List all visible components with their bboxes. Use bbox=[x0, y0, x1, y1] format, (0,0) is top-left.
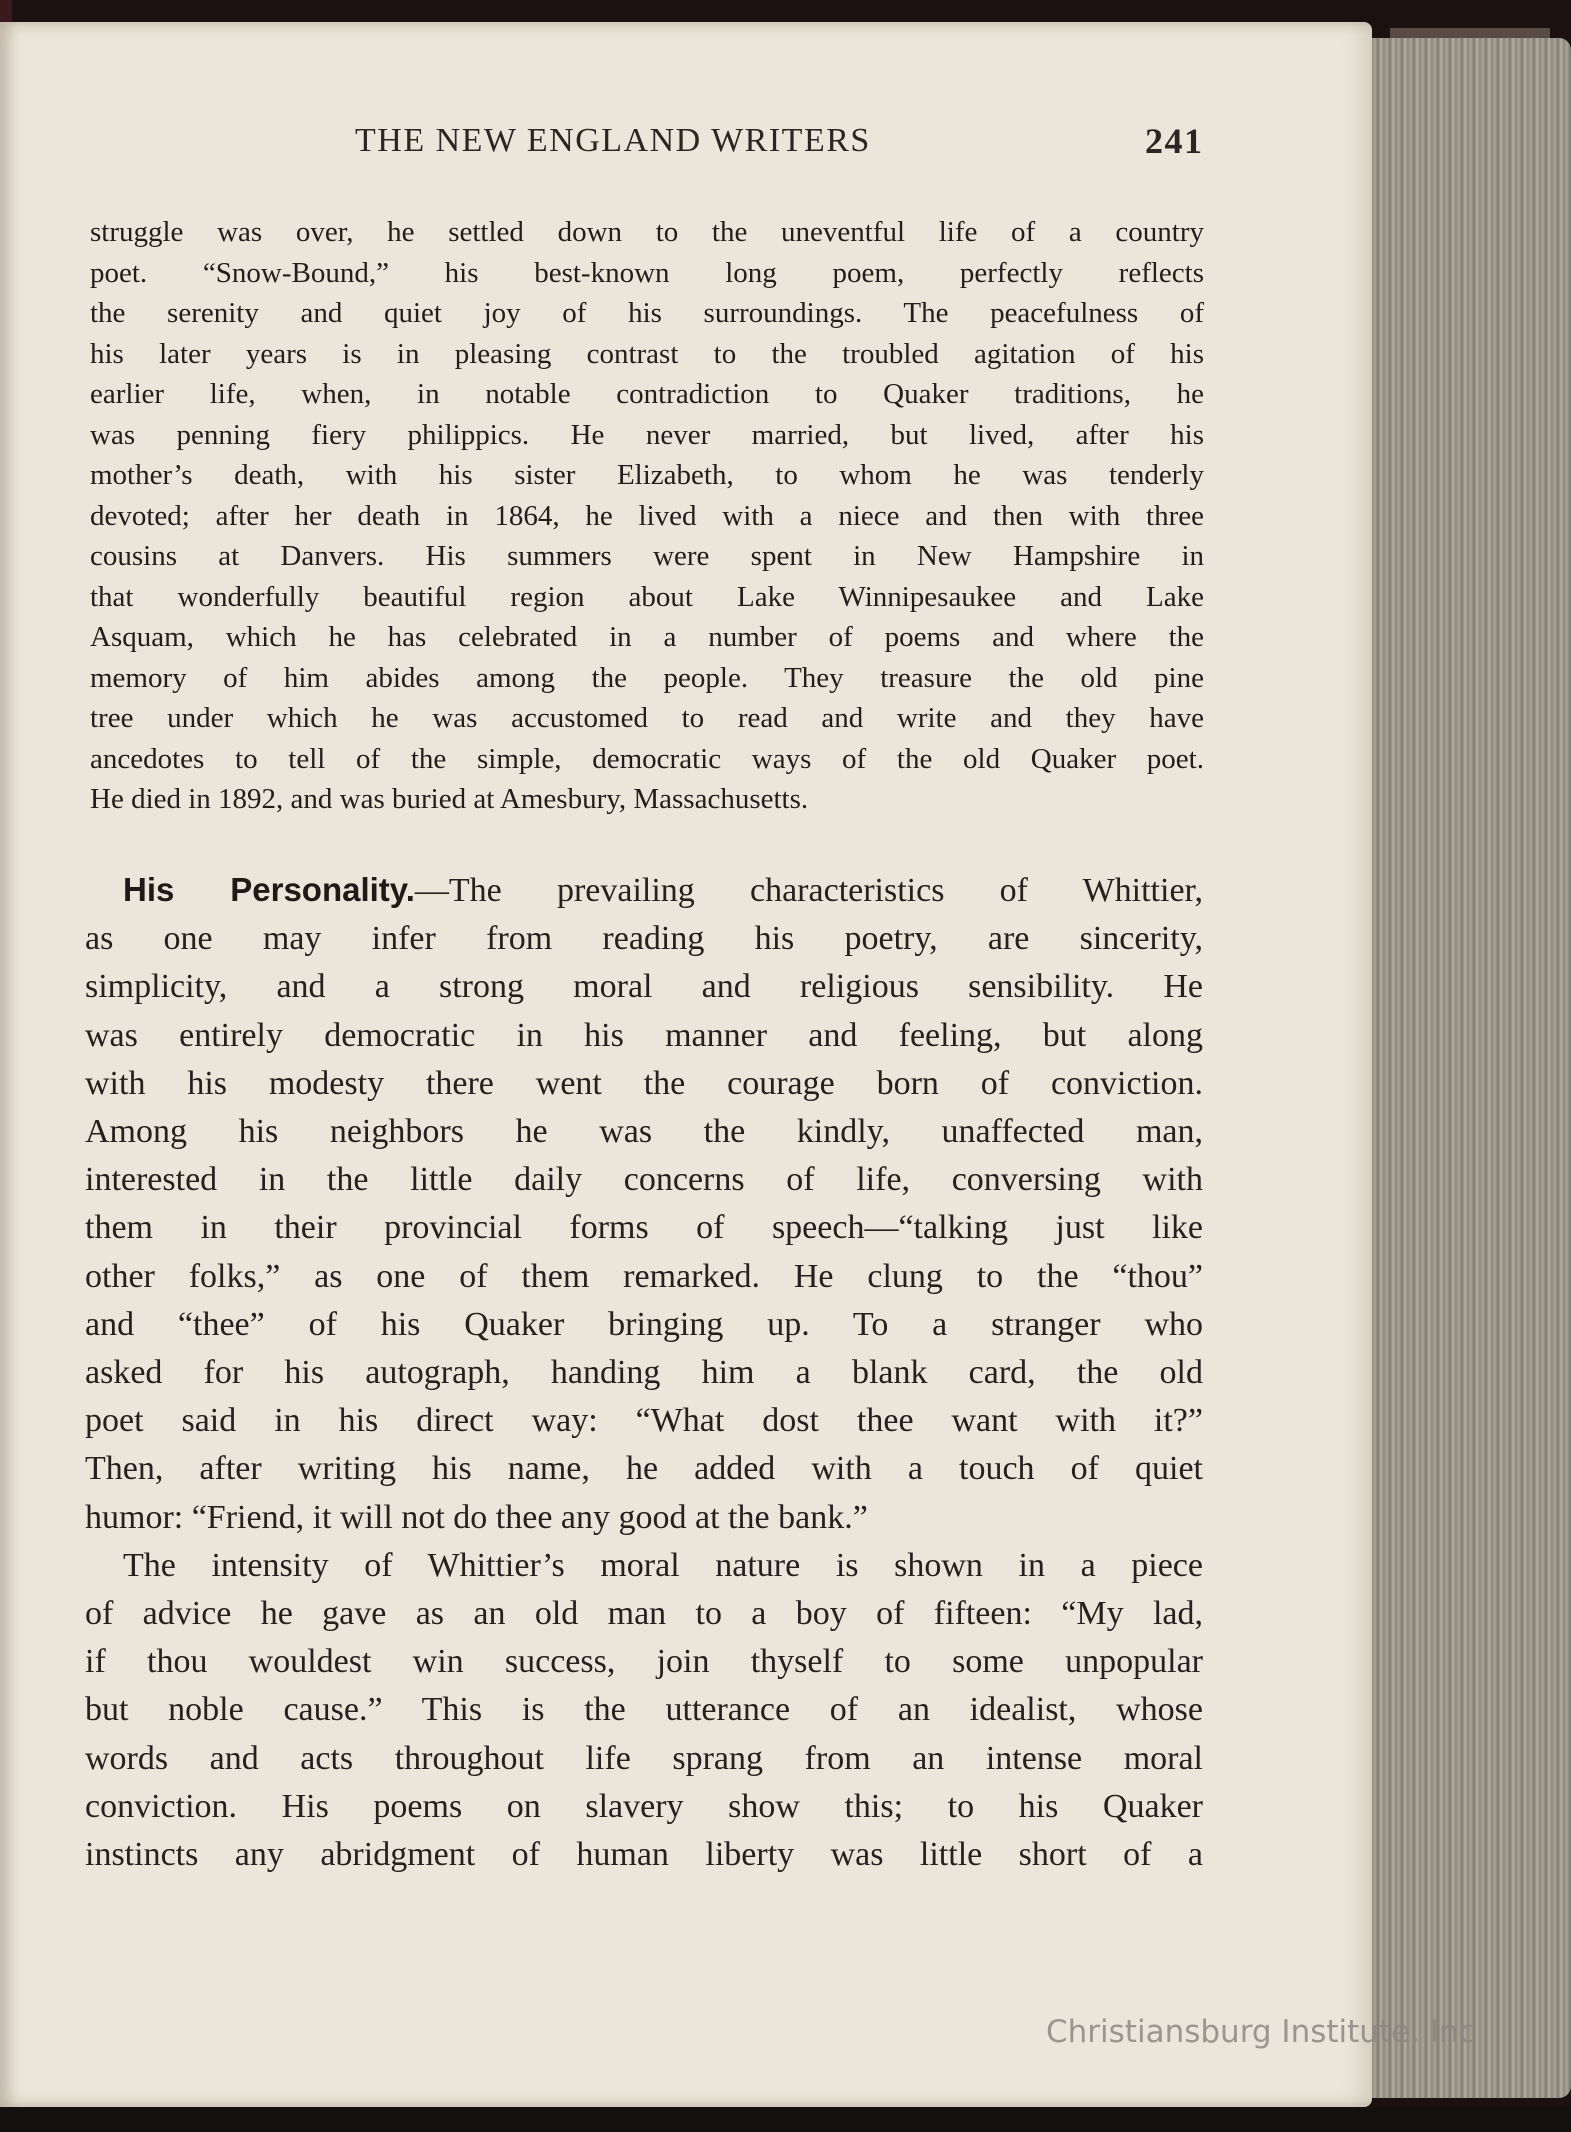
text-line: other folks,” as one of them remarked. He clung to the “thou” bbox=[85, 1257, 1203, 1295]
text-line: instincts any abridgment of human liberty was little short of a bbox=[85, 1836, 1203, 1874]
text-line: his later years is in pleasing contrast to the troubled agitation of his bbox=[90, 337, 1204, 370]
text-line: mother’s death, with his sister Elizabeth, to whom he was tenderly bbox=[90, 459, 1204, 491]
text-line: poet said in his direct way: “What dost thee want with it?” bbox=[85, 1402, 1203, 1440]
text-line: poet. “Snow-Bound,” his best-known long poem, perfectly reflects bbox=[90, 256, 1204, 289]
text-line: The intensity of Whittier’s moral nature is shown in a piece bbox=[123, 1546, 1203, 1584]
text-line: and “thee” of his Quaker bringing up. To a stranger who bbox=[85, 1305, 1203, 1343]
text-line: conviction. His poems on slavery show this; to his Quaker bbox=[85, 1787, 1203, 1825]
text-line: if thou wouldest win success, join thyself to some unpopular bbox=[85, 1643, 1203, 1681]
paragraph-biography bbox=[90, 212, 1204, 820]
text-line: He died in 1892, and was buried at Amesbury, Massachusetts. bbox=[90, 783, 809, 815]
section-first-line bbox=[85, 866, 1203, 915]
text-line: words and acts throughout life sprang from an intense moral bbox=[85, 1739, 1203, 1777]
text-line: cousins at Danvers. His summers were spent in New Hampshire in bbox=[90, 540, 1204, 572]
text-line: but noble cause.” This is the utterance of an idealist, whose bbox=[85, 1691, 1203, 1729]
section-his-personality bbox=[85, 866, 1203, 1879]
text-line: Then, after writing his name, he added with a touch of quiet bbox=[85, 1450, 1203, 1488]
text-line: memory of him abides among the people. They treasure the old pine bbox=[90, 661, 1204, 694]
text-line: interested in the little daily concerns of life, conversing with bbox=[85, 1161, 1203, 1199]
text-line: struggle was over, he settled down to the uneventful life of a country bbox=[90, 216, 1204, 248]
text-line: as one may infer from reading his poetry, are sincerity, bbox=[85, 920, 1203, 958]
text-line: tree under which he was accustomed to read and write and they have bbox=[90, 702, 1204, 734]
watermark: Christiansburg Institute, Inc bbox=[1046, 2014, 1476, 2050]
page-stack-edge bbox=[1372, 38, 1571, 2098]
text-line: that wonderfully beautiful region about Lake Winnipesaukee and Lake bbox=[90, 580, 1204, 613]
text-line: ancedotes to tell of the simple, democratic ways of the old Quaker poet. bbox=[90, 742, 1204, 775]
text-line: was penning fiery philippics. He never married, but lived, after his bbox=[90, 418, 1204, 451]
text-line: —The prevailing characteristics of Whittier, bbox=[414, 872, 1204, 909]
text-line: simplicity, and a strong moral and religious sensibility. He bbox=[85, 968, 1203, 1006]
text-line: Asquam, which he has celebrated in a number of poems and where the bbox=[90, 621, 1204, 653]
text-line: with his modesty there went the courage born of conviction. bbox=[85, 1064, 1203, 1102]
text-line: the serenity and quiet joy of his surroundings. The peacefulness of bbox=[90, 297, 1204, 329]
text-line: of advice he gave as an old man to a boy of fifteen: “My lad, bbox=[85, 1595, 1203, 1633]
text-line: asked for his autograph, handing him a blank card, the old bbox=[85, 1354, 1203, 1392]
text-line: earlier life, when, in notable contradiction to Quaker traditions, he bbox=[90, 378, 1204, 410]
text-line: humor: “Friend, it will not do thee any good at the bank.” bbox=[85, 1498, 868, 1536]
text-line: Among his neighbors he was the kindly, unaffected man, bbox=[85, 1113, 1203, 1151]
section-heading: His Personality. bbox=[123, 871, 415, 908]
running-head-title: THE NEW ENGLAND WRITERS bbox=[355, 122, 871, 159]
text-line: was entirely democratic in his manner and feeling, but along bbox=[85, 1016, 1203, 1054]
page-number: 241 bbox=[1145, 121, 1204, 161]
bottom-shadow bbox=[0, 2107, 1571, 2132]
text-line: devoted; after her death in 1864, he lived with a niece and then with three bbox=[90, 499, 1204, 532]
text-line: them in their provincial forms of speech—“talking just like bbox=[85, 1209, 1203, 1247]
